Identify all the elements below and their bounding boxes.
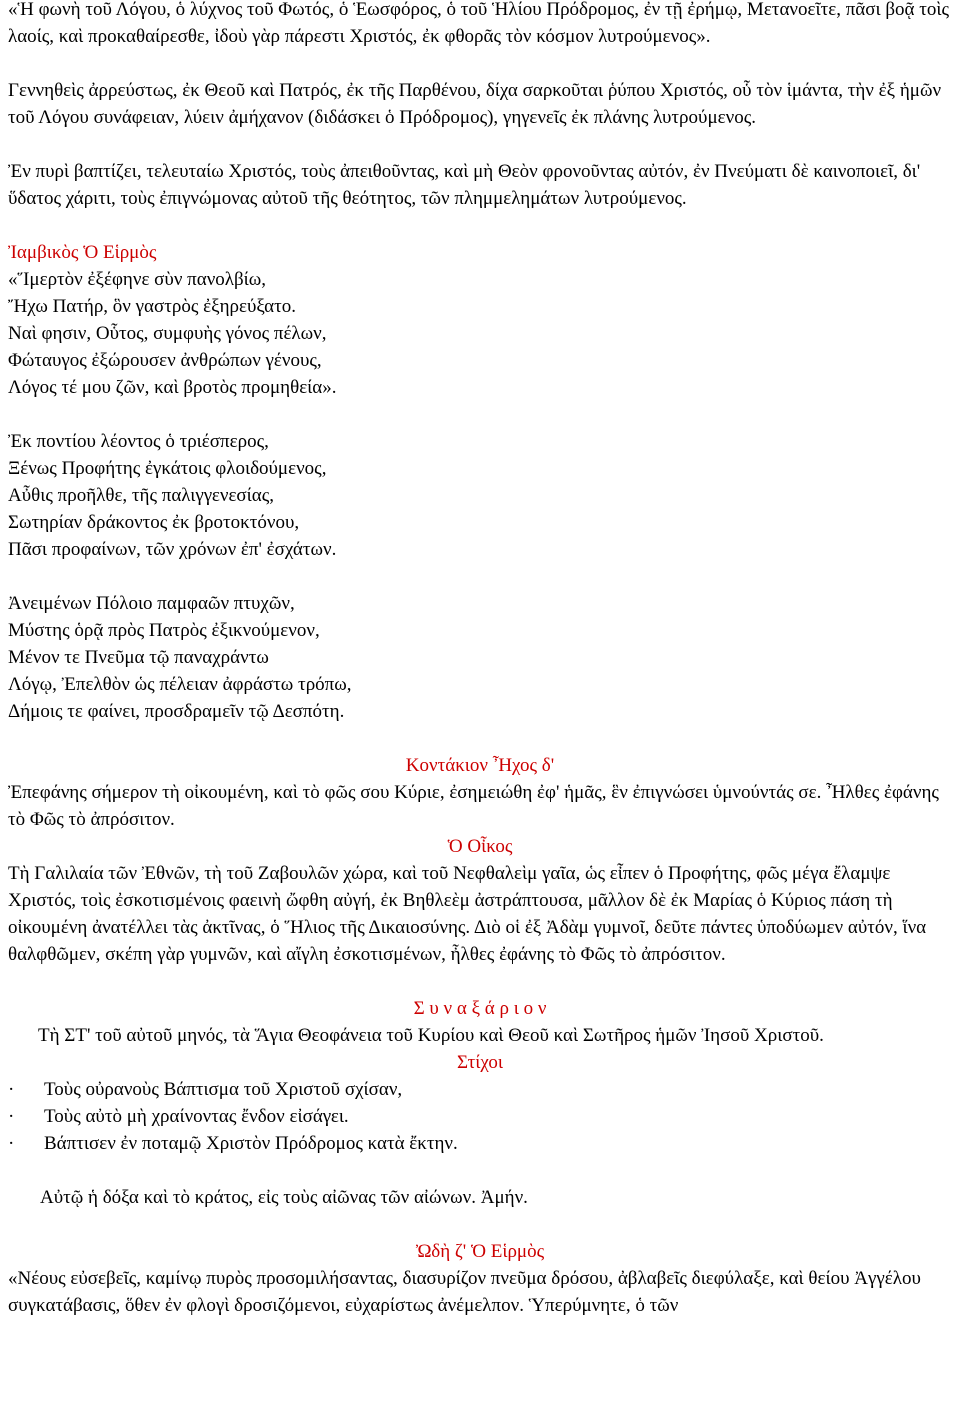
stichoi-heading: Στίχοι bbox=[456, 1052, 504, 1073]
iambic-stanza-3 bbox=[8, 590, 952, 725]
stichos-line bbox=[8, 1130, 952, 1157]
verse-line: Σωτηρίαν δράκοντος ἐκ βροτοκτόνου, bbox=[8, 512, 300, 533]
stichos-text: Βάπτισεν ἐν ποταμῷ Χριστὸν Πρόδρομος κατὰ ἔκτην. bbox=[44, 1133, 458, 1154]
troparion-paragraph-3: Ἐν πυρὶ βαπτίζει, τελευταίω Χριστός, τοὺς ἀπειθοῦντας, καὶ μὴ Θεὸν φρονοῦντας αὐτόν, ἐν Πνεύματι δὲ καινοποιεῖ, δι' ὕδατος χάριτι, τοὺς ἐπιγνώμονας αὐτοῦ τῆς θεότητος, τῶν πλημμελημάτων λυτρούμενος. bbox=[8, 161, 921, 209]
verse-line: Πᾶσι προφαίνων, τῶν χρόνων ἐπ' ἐσχάτων. bbox=[8, 539, 337, 560]
verse-line: Μύστης ὁρᾷ πρὸς Πατρὸς ἐξικνούμενον, bbox=[8, 620, 320, 641]
stichos-text: Τοὺς αὐτὸ μὴ χραίνοντας ἔνδον εἰσάγει. bbox=[44, 1106, 349, 1127]
spacer bbox=[8, 1211, 952, 1238]
verse-line: Ναὶ φησιν, Οὗτος, συμφυὴς γόνος πέλων, bbox=[8, 323, 327, 344]
oikos-text: Τὴ Γαλιλαία τῶν Ἐθνῶν, τὴ τοῦ Ζαβουλῶν χώρα, καὶ τοῦ Νεφθαλεὶμ γαῖα, ὡς εἶπεν ὁ Προφήτης, φῶς μέγα ἔλαμψε Χριστός, τοὶς ἐσκοτισμένοις φαεινὴ ὤφθη αὐγή, ἐκ Βηθλεὲμ ἀστράπτουσα, μᾶλλον δὲ ἐκ Μαρίας ὁ Κύριος πάση τὴ οἰκουμένη ἀνατέλλει τὰς ἀκτῖνας, ὁ Ἥλιος τῆς Δικαιοσύνης. Διὸ οἱ ἐξ Ἀδὰμ γυμνοῖ, δεῦτε πάντες ὑποδύωμεν αὐτόν, ἵνα θαλφθῶμεν, σκέπη γὰρ γυμνῶν, καὶ αἴγλη ἐσκοτισμένων, ἦλθες ἐφάνης τὸ Φῶς τὸ ἀπρόσιτον. bbox=[8, 863, 927, 965]
stichos-text: Τοὺς οὐρανοὺς Βάπτισμα τοῦ Χριστοῦ σχίσαν, bbox=[44, 1079, 403, 1100]
verse-line: Ἀνειμένων Πόλοιο παμφαῶν πτυχῶν, bbox=[8, 593, 295, 614]
bullet: · bbox=[8, 1106, 15, 1127]
document-page bbox=[8, 0, 952, 1319]
verse-line: Ξένως Προφήτης ἐγκάτοις φλοιδούμενος, bbox=[8, 458, 327, 479]
spacer bbox=[8, 725, 952, 752]
synaxarion-text: Τὴ ΣΤ' τοῦ αὐτοῦ μηνός, τὰ Ἅγια Θεοφάνεια τοῦ Κυρίου καὶ Θεοῦ καὶ Σωτῆρος ἡμῶν Ἰησοῦ Χριστοῦ. bbox=[38, 1025, 824, 1046]
verse-line: Μένον τε Πνεῦμα τῷ παναχράντω bbox=[8, 647, 269, 668]
verse-line: Ἐκ ποντίου λέοντος ὁ τριέσπερος, bbox=[8, 431, 269, 452]
verse-line: Ἤχω Πατήρ, ὃν γαστρὸς ἐξηρεύξατο. bbox=[8, 296, 296, 317]
bullet: · bbox=[8, 1133, 15, 1154]
verse-line: Λόγος τέ μου ζῶν, καὶ βροτὸς προμηθεία». bbox=[8, 377, 337, 398]
troparion-paragraph-2: Γεννηθεὶς ἀρρεύστως, ἐκ Θεοῦ καὶ Πατρός, ἐκ τῆς Παρθένου, δίχα σαρκοῦται ῥύπου Χριστός, οὗ τὸν ἱμάντα, τὴν ἐξ ἡμῶν τοῦ Λόγου συνάφειαν, λύειν ἀμήχανον (διδάσκει ὁ Πρόδρομος), γηγενεῖς ἐκ πλάνης λυτρούμενος. bbox=[8, 80, 942, 128]
spacer bbox=[8, 563, 952, 590]
spacer bbox=[8, 50, 952, 77]
stichos-line bbox=[8, 1076, 952, 1103]
kontakion-heading: Κοντάκιον Ἦχος δ' bbox=[405, 755, 555, 776]
spacer bbox=[8, 968, 952, 995]
ode-7-text: «Νέους εὐσεβεῖς, καμίνῳ πυρὸς προσομιλήσαντας, διασυρίζον πνεῦμα δρόσου, ἀβλαβεῖς διεφύλαξε, καὶ θείου Ἀγγέλου συγκατάβασις, ὅθεν ἐν φλογὶ δροσιζόμενοι, εὐχαρίστως ἀνέμελπον. Ὑπερύμνητε, ὁ τῶν bbox=[8, 1268, 921, 1316]
spacer bbox=[8, 131, 952, 158]
ode-7-heading: Ὠδὴ ζ' Ὁ Εἱρμὸς bbox=[415, 1241, 545, 1262]
bullet: · bbox=[8, 1079, 15, 1100]
oikos-heading: Ὁ Οἶκος bbox=[447, 836, 513, 857]
iambic-stanza-1 bbox=[8, 266, 952, 401]
verse-line: Λόγῳ, Ἐπελθὸν ὡς πέλειαν ἀφράστω τρόπω, bbox=[8, 674, 352, 695]
iambic-stanza-2 bbox=[8, 428, 952, 563]
troparion-paragraph-1: «Ἡ φωνὴ τοῦ Λόγου, ὁ λύχνος τοῦ Φωτός, ὁ Ἑωσφόρος, ὁ τοῦ Ἡλίου Πρόδρομος, ἐν τῇ ἐρήμῳ, Μετανοεῖτε, πᾶσι βοᾷ τοὶς λαοίς, καὶ προκαθαίρεσθε, ἰδοὺ γὰρ πάρεστι Χριστός, ἐκ φθορᾶς τὸν κόσμον λυτρούμενος». bbox=[8, 0, 949, 47]
iambic-heading: Ἰαμβικὸς Ὁ Εἱρμὸς bbox=[8, 242, 157, 263]
kontakion-text: Ἐπεφάνης σήμερον τὴ οἰκουμένη, καὶ τὸ φῶς σου Κύριε, ἐσημειώθη ἐφ' ἡμᾶς, ἓν ἐπιγνώσει ὑμνούντάς σε. Ἦλθες ἐφάνης τὸ Φῶς τὸ ἀπρόσιτον. bbox=[8, 782, 939, 830]
synaxarion-heading: Σ υ ν α ξ ά ρ ι ο ν bbox=[413, 998, 547, 1019]
verse-line: Αὖθις προῆλθε, τῆς παλιγγενεσίας, bbox=[8, 485, 274, 506]
spacer bbox=[8, 1157, 952, 1184]
verse-line: Δήμοις τε φαίνει, προσδραμεῖν τῷ Δεσπότη. bbox=[8, 701, 345, 722]
verse-line: Φώταυγος ἐξώρουσεν ἀνθρώπων γένους, bbox=[8, 350, 322, 371]
verse-line: «Ἵμερτὸν ἐξέφηνε σὺν πανολβίω, bbox=[8, 269, 267, 290]
spacer bbox=[8, 401, 952, 428]
doxology-text: Αὐτῷ ἡ δόξα καὶ τὸ κράτος, εἰς τοὺς αἰῶνας τῶν αἰώνων. Ἀμήν. bbox=[40, 1187, 528, 1208]
stichos-line bbox=[8, 1103, 952, 1130]
spacer bbox=[8, 212, 952, 239]
